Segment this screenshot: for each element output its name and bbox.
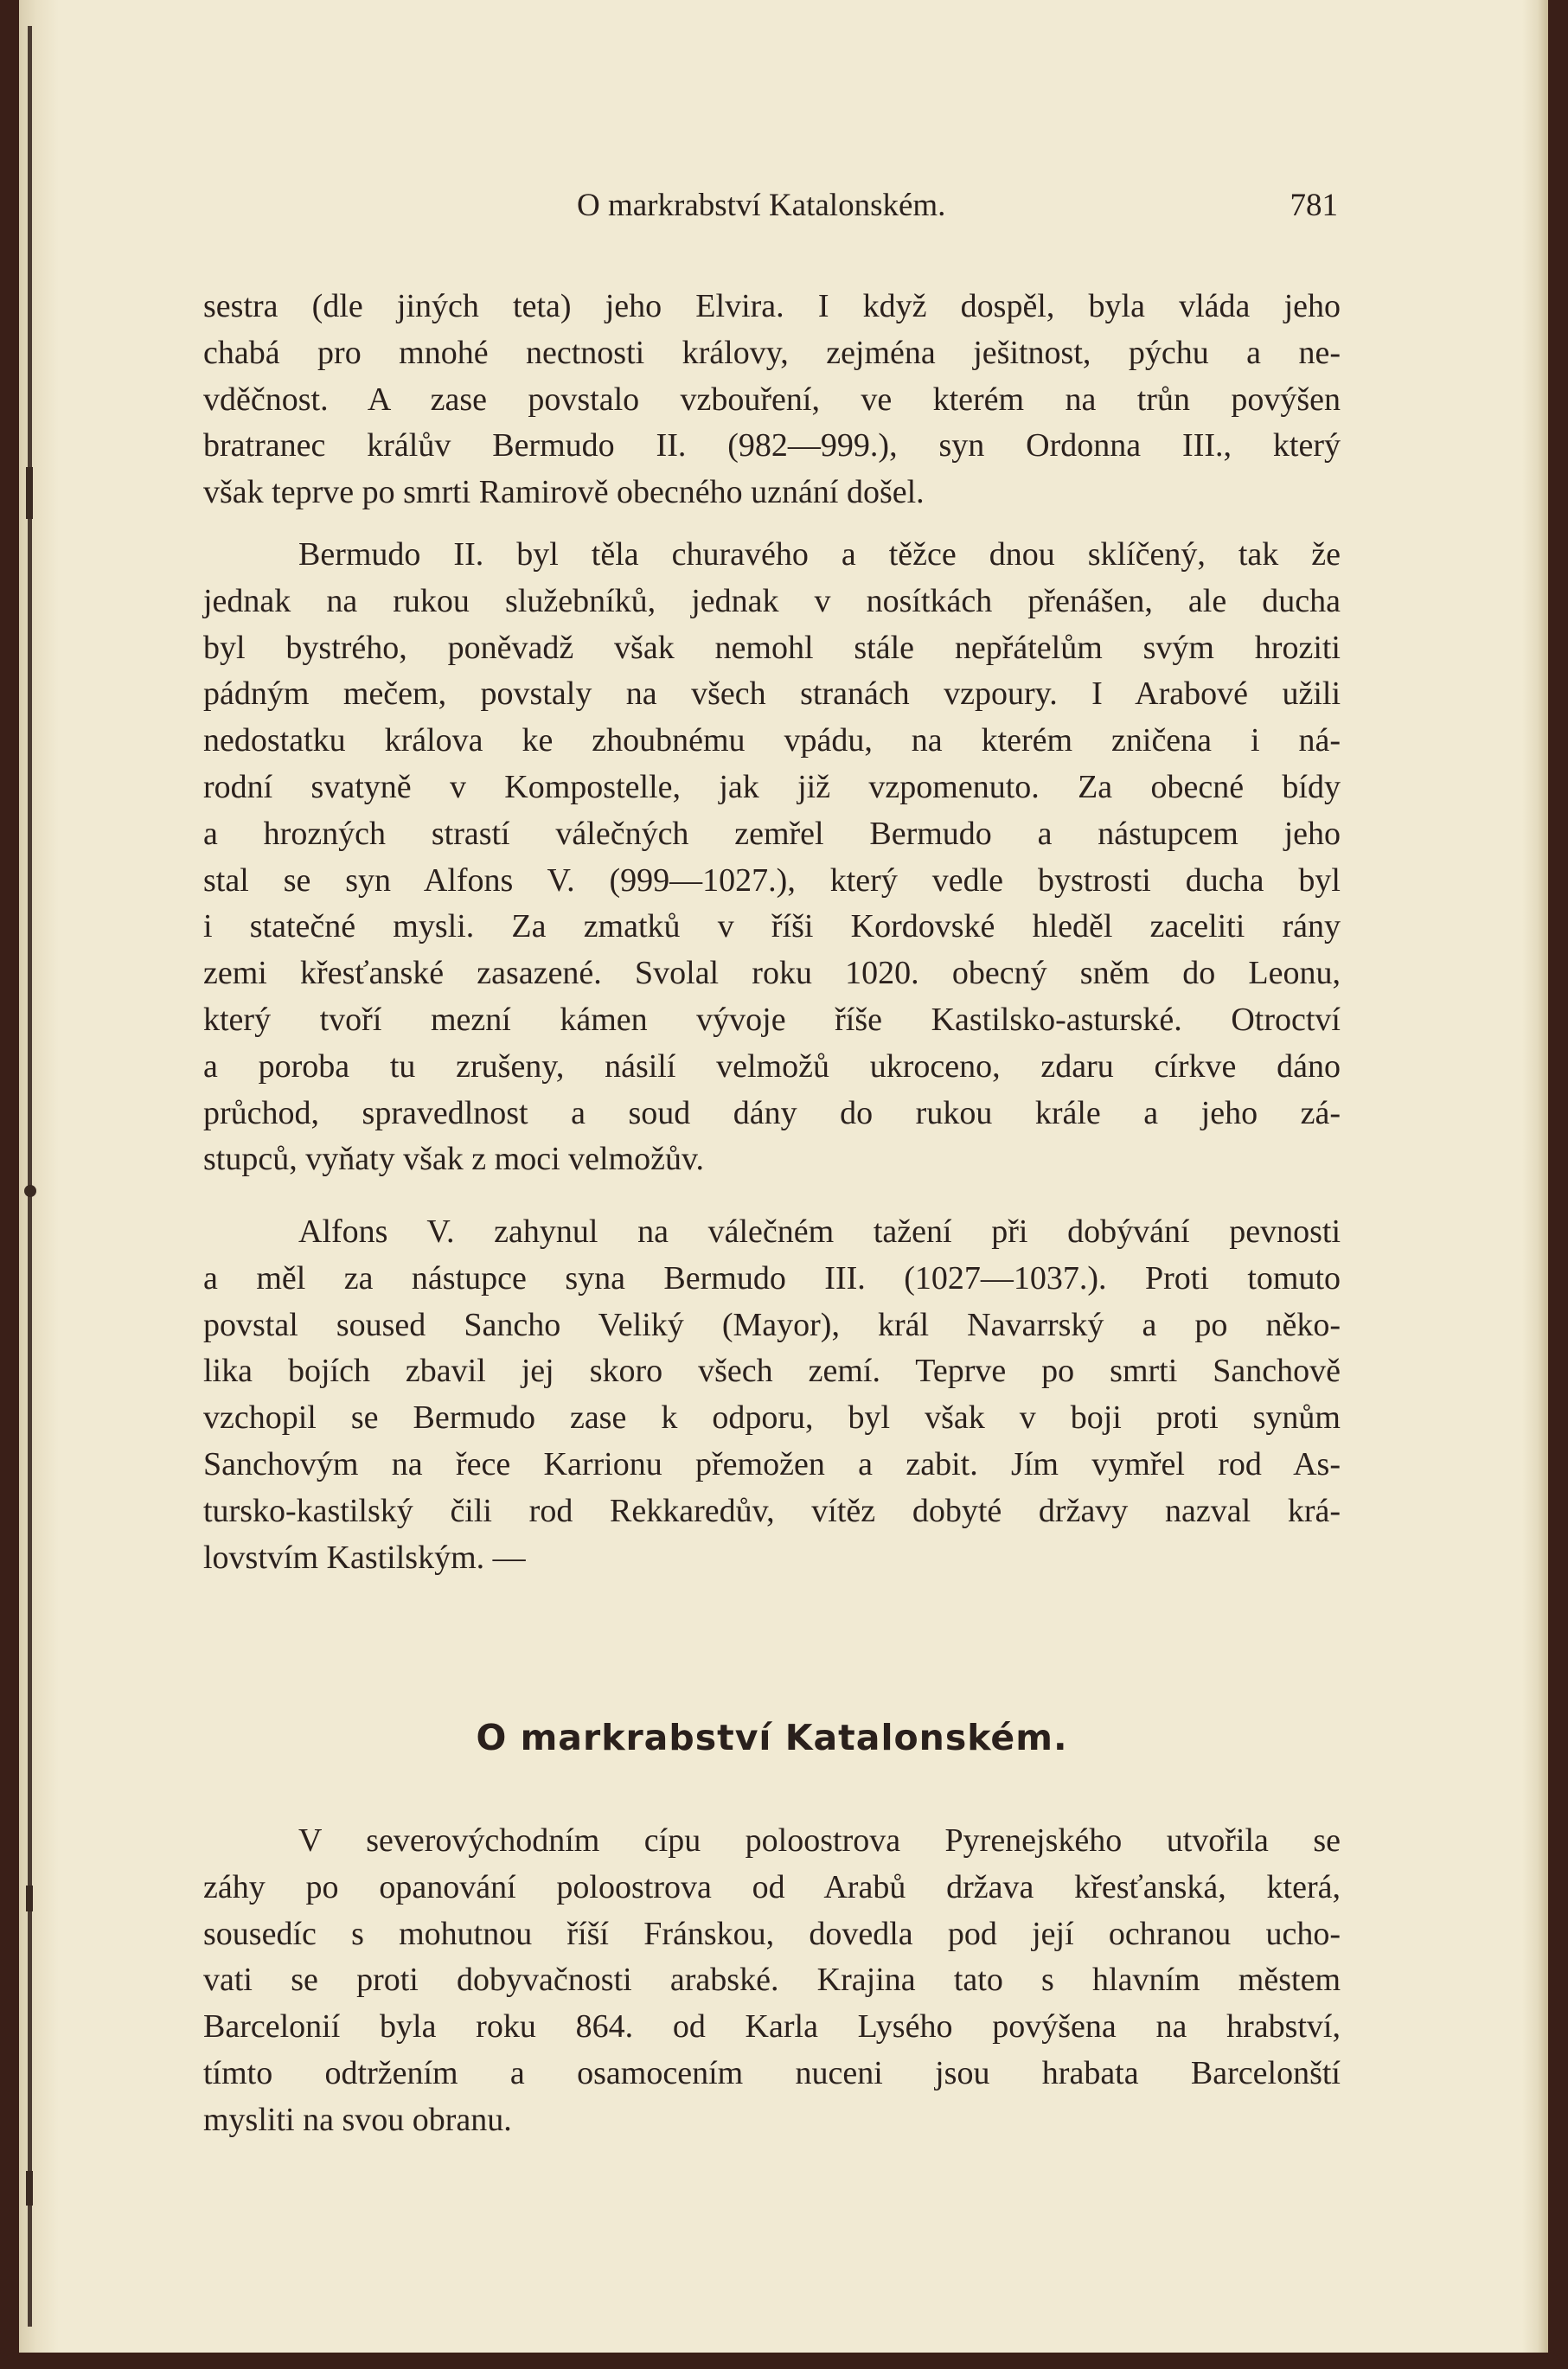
text-line: tímto odtržením a osamocením nuceni jsou hrabata Barcelonští — [203, 2054, 1341, 2091]
page-edge — [1522, 0, 1548, 2353]
page-header — [214, 183, 1338, 235]
paragraph — [203, 532, 1341, 1183]
text-line: byl bystrého, poněvadž však nemohl stále nepřátelům svým hroziti — [203, 629, 1341, 666]
text-line: pádným mečem, povstaly na všech stranách vzpoury. I Arabové užili — [203, 675, 1341, 713]
paragraph — [203, 1209, 1341, 1581]
text-line: Alfons V. zahynul na válečném tažení při dobývání pevnosti — [298, 1213, 1341, 1250]
text-line: vzchopil se Bermudo zase k odporu, byl však v boji proti synům — [203, 1399, 1341, 1437]
paragraph — [203, 284, 1341, 516]
text-line: sestra (dle jiných teta) jeho Elvira. I když dospěl, byla vláda jeho — [203, 288, 1341, 324]
text-line: Sanchovým na řece Karrionu přemožen a zabit. Jím vymřel rod As- — [203, 1445, 1341, 1482]
text-line: lika bojích zbavil jej skoro všech zemí. Teprve po smrti Sanchově — [203, 1353, 1341, 1390]
text-line: a měl za nástupce syna Bermudo III. (1027—1037.). Proti tomuto — [203, 1259, 1341, 1297]
text-line: V severovýchodním cípu poloostrova Pyrenejského utvořila se — [298, 1822, 1341, 1859]
text-line: tursko-kastilský čili rod Rekkaredův, vítěz dobyté državy nazval krá- — [203, 1492, 1341, 1529]
text-line: jednak na rukou služebníků, jednak v nosítkách přenášen, ale ducha — [203, 582, 1341, 619]
text-line: sousedíc s mohutnou říší Fránskou, dovedla pod její ochranou ucho- — [203, 1915, 1341, 1952]
text-line: zemi křesťanské zasazené. Svolal roku 1020. obecný sněm do Leonu, — [203, 955, 1341, 992]
text-line: Bermudo II. byl těla churavého a těžce dnou sklíčený, tak že — [298, 536, 1341, 573]
text-line: nedostatku králova ke zhoubnému vpádu, na kterém zničena i ná- — [203, 722, 1341, 759]
page-number: 781 — [1290, 188, 1338, 223]
text-line: však teprve po smrti Ramirově obecného uznání došel. — [203, 474, 925, 511]
text-line: bratranec králův Bermudo II. (982—999.), syn Ordonna III., který — [203, 427, 1341, 464]
margin-mark — [26, 1886, 33, 1911]
text-line: vati se proti dobyvačnosti arabské. Krajina tato s hlavním městem — [203, 1962, 1341, 1999]
section-heading: O markrabství Katalonském. — [476, 1717, 1068, 1758]
text-line: lovstvím Kastilským. — — [203, 1539, 526, 1576]
text-line: vděčnost. A zase povstalo vzbouření, ve kterém na trůn povýšen — [203, 381, 1341, 418]
text-line: který tvoří mezní kámen vývoje říše Kastilsko-asturské. Otroctví — [203, 1001, 1341, 1038]
text-line: Barcelonií byla roku 864. od Karla Lysého povýšena na hrabství, — [203, 2008, 1341, 2046]
margin-mark — [26, 2171, 33, 2206]
text-line: i statečné mysli. Za zmatků v říši Kordovské hleděl zaceliti rány — [203, 908, 1341, 945]
text-line: průchod, spravedlnost a soud dány do rukou krále a jeho zá- — [203, 1094, 1341, 1131]
text-line: stupců, vyňaty však z moci velmožův. — [203, 1141, 705, 1178]
paragraph — [203, 1818, 1341, 2144]
text-line: povstal soused Sancho Veliký (Mayor), král Navarrský a po něko- — [203, 1306, 1341, 1343]
text-line: a hrozných strastí válečných zemřel Bermudo a nástupcem jeho — [203, 815, 1341, 852]
book-page — [19, 0, 1548, 2353]
margin-mark — [26, 467, 33, 519]
text-line: stal se syn Alfons V. (999—1027.), který vedle bystrosti ducha byl — [203, 861, 1341, 899]
running-title: O markrabství Katalonském. — [577, 188, 946, 223]
page-binding — [19, 0, 59, 2353]
text-line: rodní svatyně v Kompostelle, jak již vzpomenuto. Za obecné bídy — [203, 768, 1341, 805]
spine-line — [28, 26, 32, 2327]
text-line: záhy po opanování poloostrova od Arabů država křesťanská, která, — [203, 1868, 1341, 1905]
margin-mark — [24, 1185, 36, 1197]
text-line: a poroba tu zrušeny, násilí velmožů ukroceno, zdaru církve dáno — [203, 1047, 1341, 1085]
text-line: chabá pro mnohé nectnosti královy, zejména ješitnost, pýchu a ne- — [203, 334, 1341, 371]
text-line: mysliti na svou obranu. — [203, 2101, 512, 2138]
